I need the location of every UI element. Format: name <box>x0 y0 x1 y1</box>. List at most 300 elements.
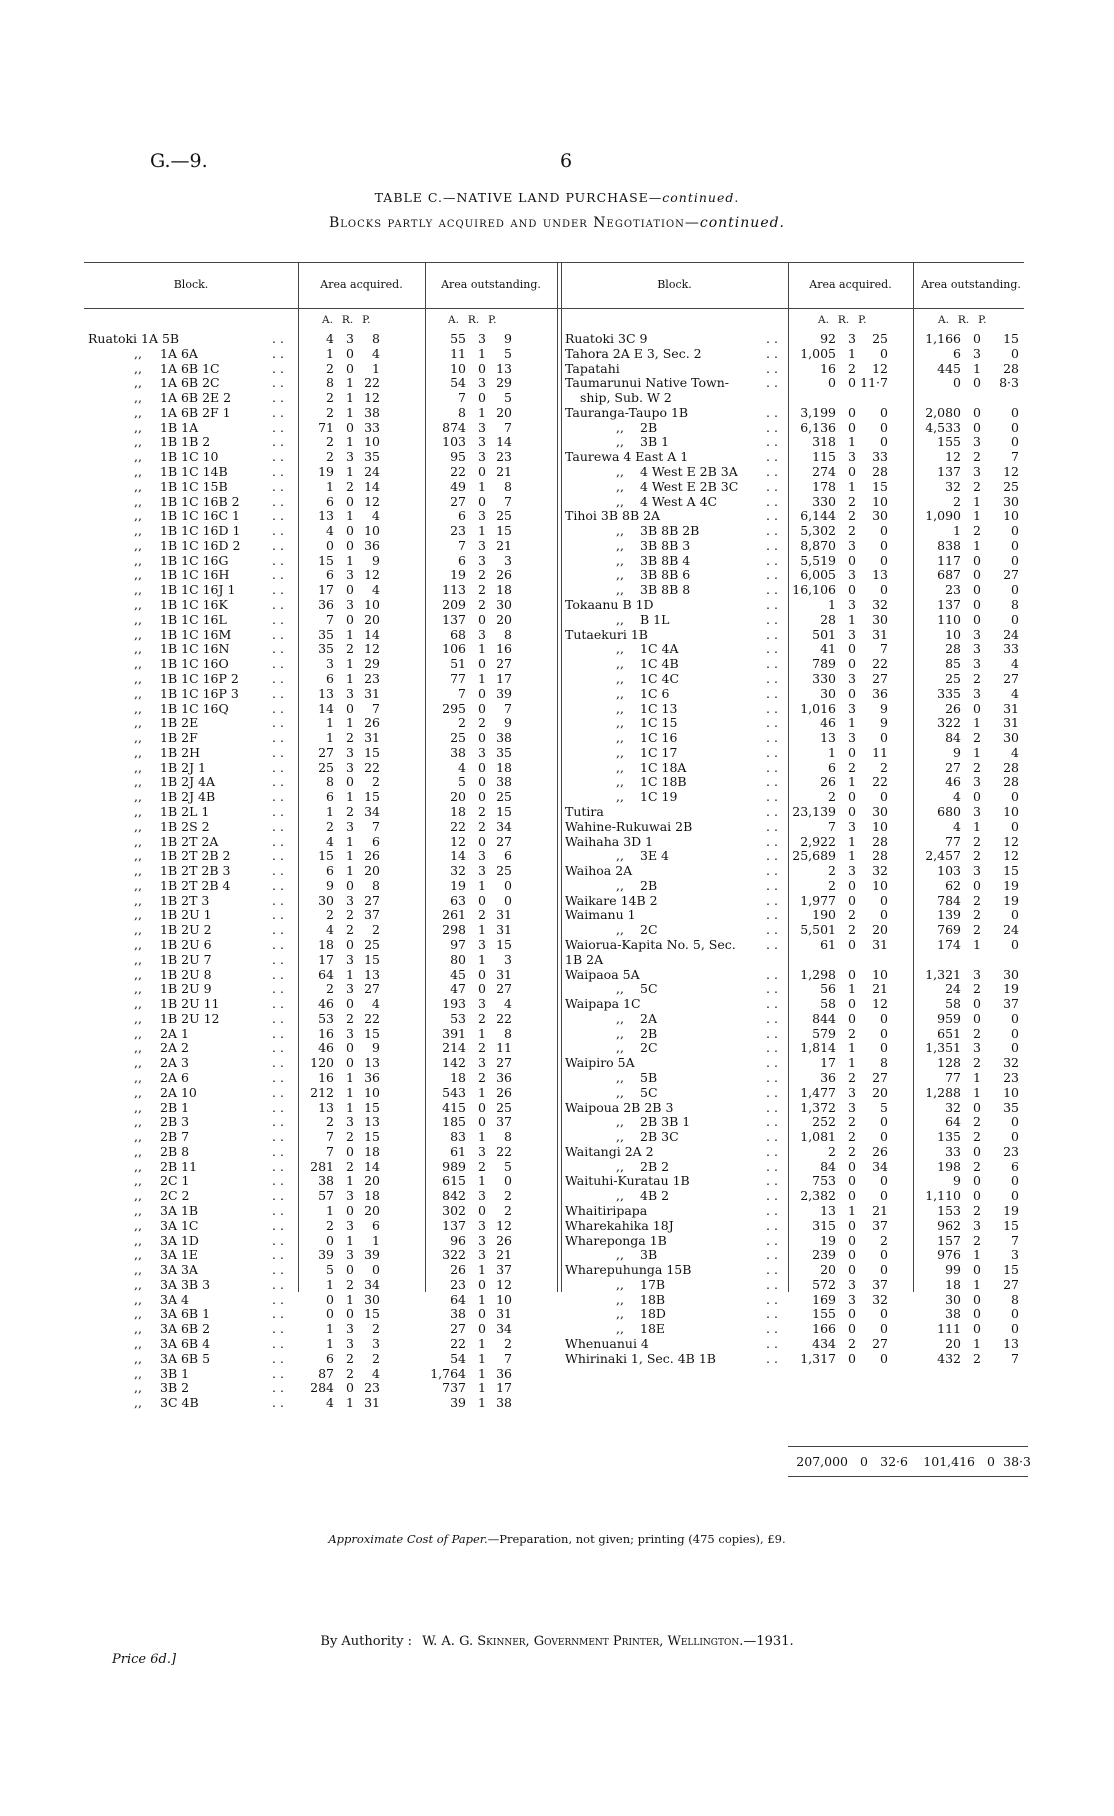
col-divider <box>913 262 914 1292</box>
outstanding-column-header: Area outstanding. <box>921 278 1021 291</box>
area-outstanding-part: 3 <box>478 1232 486 1248</box>
area-outstanding-part: 153 <box>937 1203 961 1219</box>
block-name: Waipapa 1C <box>565 996 641 1012</box>
area-acquired <box>790 597 888 612</box>
area-acquired-part: 1,005 <box>800 345 836 361</box>
block-name: Whenuanui 4 <box>565 1336 649 1352</box>
leader-dots: . . <box>766 789 778 805</box>
area-outstanding-part: 198 <box>937 1158 961 1174</box>
leader-dots: . . <box>272 478 284 494</box>
area-outstanding-part: 0 <box>973 789 981 805</box>
area-acquired-part: 37 <box>872 1217 888 1233</box>
block-name: 1B 2E <box>160 715 199 731</box>
block-name: 3A 1E <box>160 1247 199 1263</box>
area-outstanding-part: 2 <box>973 892 981 908</box>
area-outstanding-part: 3 <box>973 966 981 982</box>
area-acquired-part: 1 <box>326 478 334 494</box>
area-outstanding-part: 0 <box>478 730 486 746</box>
area-acquired-part: 3 <box>848 1291 856 1307</box>
area-acquired-part: 8,870 <box>800 537 836 553</box>
area-acquired-part: 0 <box>880 1188 888 1204</box>
area-outstanding-part: 6 <box>953 345 961 361</box>
area-outstanding <box>428 1395 512 1410</box>
area-outstanding-part: 3 <box>973 774 981 790</box>
area-outstanding <box>915 893 1019 908</box>
ditto-mark: ,, <box>134 1055 142 1071</box>
area-outstanding <box>428 1203 512 1218</box>
area-acquired-part: 166 <box>812 1321 836 1337</box>
area-acquired <box>300 612 380 627</box>
area-outstanding-part: 64 <box>945 1114 961 1130</box>
area-outstanding <box>915 346 1019 361</box>
block-name: 1B 2S 2 <box>160 818 210 834</box>
area-acquired <box>300 449 380 464</box>
area-acquired <box>790 996 888 1011</box>
area-outstanding-part: 15 <box>1003 1217 1019 1233</box>
area-acquired-part: 2 <box>326 390 334 406</box>
area-outstanding-part: 33 <box>1003 641 1019 657</box>
area-outstanding-part: 3 <box>478 537 486 553</box>
area-outstanding-part: 111 <box>937 1321 961 1337</box>
area-acquired-part: 1 <box>326 1321 334 1337</box>
ditto-mark: ,, <box>616 537 624 553</box>
area-outstanding-part: 4 <box>504 996 512 1012</box>
area-outstanding <box>915 1085 1019 1100</box>
col-divider <box>425 262 426 1292</box>
area-acquired-part: 5 <box>880 1099 888 1115</box>
area-outstanding-part: 0 <box>1011 523 1019 539</box>
area-acquired-part: 0 <box>848 1188 856 1204</box>
ditto-mark: ,, <box>616 464 624 480</box>
area-outstanding <box>915 819 1019 834</box>
area-outstanding-part: 174 <box>937 936 961 952</box>
ditto-mark: ,, <box>134 1173 142 1189</box>
area-acquired-part: 20 <box>364 1173 380 1189</box>
area-outstanding-part: 0 <box>1011 1040 1019 1056</box>
area-outstanding-part: 3 <box>478 1143 486 1159</box>
area-acquired-part: 0 <box>346 419 354 435</box>
area-acquired <box>300 1100 380 1115</box>
area-acquired-part: 36 <box>872 685 888 701</box>
area-acquired-part: 4 <box>372 582 380 598</box>
area-outstanding <box>915 420 1019 435</box>
area-acquired-part: 39 <box>318 1247 334 1263</box>
area-acquired-part: 14 <box>364 478 380 494</box>
leader-dots: . . <box>272 1173 284 1189</box>
area-acquired-part: 8 <box>880 1055 888 1071</box>
area-outstanding-part: 2 <box>973 523 981 539</box>
block-name: 1C 4A <box>640 641 679 657</box>
area-outstanding-part: 25 <box>496 508 512 524</box>
area-outstanding <box>428 1277 512 1292</box>
area-acquired-part: 0 <box>346 996 354 1012</box>
leader-dots: . . <box>272 803 284 819</box>
area-outstanding-part: 1 <box>478 345 486 361</box>
area-outstanding <box>915 937 1019 952</box>
area-acquired-part: 0 <box>346 877 354 893</box>
ditto-mark: ,, <box>134 626 142 642</box>
block-name: 1B 2T 3 <box>160 892 210 908</box>
ditto-mark: ,, <box>616 1306 624 1322</box>
block-name: 2A 2 <box>160 1040 189 1056</box>
area-outstanding-part: 0 <box>478 493 486 509</box>
leader-dots: . . <box>766 656 778 672</box>
area-outstanding-part: 39 <box>450 1395 466 1411</box>
ditto-mark: ,, <box>134 434 142 450</box>
ditto-mark: ,, <box>134 1099 142 1115</box>
leader-dots: . . <box>272 523 284 539</box>
block-name: 2A 10 <box>160 1084 197 1100</box>
area-outstanding-part: 45 <box>450 966 466 982</box>
area-acquired-part: 0 <box>346 360 354 376</box>
area-outstanding-part: 2 <box>973 1025 981 1041</box>
area-outstanding-part: 103 <box>442 434 466 450</box>
ditto-mark: ,, <box>616 1158 624 1174</box>
area-outstanding <box>428 346 512 361</box>
area-outstanding-part: 1 <box>973 508 981 524</box>
area-acquired <box>300 375 380 390</box>
area-outstanding-part: 39 <box>496 685 512 701</box>
col-divider <box>561 262 562 1292</box>
leader-dots: . . <box>766 1262 778 1278</box>
area-outstanding-part: 3 <box>973 434 981 450</box>
area-outstanding-part: 54 <box>450 375 466 391</box>
area-outstanding-part: 30 <box>945 1291 961 1307</box>
area-outstanding-part: 651 <box>937 1025 961 1041</box>
area-acquired <box>790 893 888 908</box>
area-acquired <box>300 1395 380 1410</box>
area-acquired-part: 6,144 <box>800 508 836 524</box>
area-acquired-part: 36 <box>820 1070 836 1085</box>
area-outstanding <box>428 922 512 937</box>
ditto-mark: ,, <box>616 419 624 435</box>
leader-dots: . . <box>272 685 284 701</box>
area-outstanding-part: 0 <box>973 996 981 1012</box>
area-acquired <box>300 494 380 509</box>
area-acquired-part: 0 <box>848 803 856 819</box>
area-outstanding-part: 0 <box>1011 1321 1019 1337</box>
area-outstanding-part: 2 <box>478 567 486 583</box>
area-acquired <box>790 1292 888 1307</box>
area-outstanding-part: 24 <box>1003 626 1019 642</box>
area-acquired-part: 37 <box>872 1276 888 1292</box>
area-acquired-part: 1 <box>828 597 836 613</box>
area-acquired-part: 1 <box>346 670 354 686</box>
area-acquired-part: 57 <box>318 1188 334 1204</box>
area-outstanding-part: 1 <box>478 478 486 494</box>
area-outstanding <box>915 1026 1019 1041</box>
area-acquired <box>790 1203 888 1218</box>
ditto-mark: ,, <box>134 375 142 391</box>
leader-dots: . . <box>272 375 284 391</box>
area-outstanding <box>915 1100 1019 1115</box>
area-outstanding-part: 0 <box>1011 345 1019 361</box>
leader-dots: . . <box>272 1070 284 1085</box>
block-name: 17B <box>640 1276 666 1292</box>
leader-dots: . . <box>766 833 778 849</box>
area-acquired-part: 35 <box>318 641 334 657</box>
area-acquired-part: 13 <box>872 567 888 583</box>
area-outstanding-part: 12 <box>1003 848 1019 864</box>
area-acquired-part: 1 <box>346 1395 354 1411</box>
area-outstanding-part: 0 <box>478 360 486 376</box>
area-acquired-part: 3 <box>848 1084 856 1100</box>
leader-dots: . . <box>766 567 778 583</box>
ditto-mark: ,, <box>616 1321 624 1337</box>
area-acquired-part: 25 <box>872 331 888 346</box>
area-outstanding <box>428 967 512 982</box>
area-acquired-part: 1 <box>326 345 334 361</box>
area-outstanding <box>428 361 512 376</box>
area-acquired-part: 2 <box>848 523 856 539</box>
area-outstanding-part: 0 <box>1011 552 1019 568</box>
area-outstanding-part: 0 <box>1011 537 1019 553</box>
area-acquired <box>300 996 380 1011</box>
area-acquired-part: 4 <box>372 1365 380 1381</box>
area-outstanding-part: 1 <box>478 1173 486 1189</box>
block-name: Tutira <box>565 803 604 819</box>
leader-dots: . . <box>272 1055 284 1071</box>
leader-dots: . . <box>766 360 778 376</box>
ditto-mark: ,, <box>134 404 142 420</box>
leader-dots: . . <box>766 1336 778 1352</box>
area-acquired-part: 0 <box>346 1055 354 1071</box>
ditto-mark: ,, <box>134 1203 142 1219</box>
leader-dots: . . <box>766 493 778 509</box>
area-acquired-part: 0 <box>848 464 856 480</box>
block-name: 3A 1B <box>160 1203 199 1219</box>
ditto-mark: ,, <box>134 892 142 908</box>
area-acquired <box>790 730 888 745</box>
area-outstanding-part: 19 <box>1003 877 1019 893</box>
block-name: Ruatoki 1A 5B <box>88 331 180 346</box>
area-outstanding <box>915 1055 1019 1070</box>
area-acquired-part: 0 <box>346 582 354 598</box>
block-name: 3A 6B 4 <box>160 1336 211 1352</box>
block-name: 1B 1C 10 <box>160 449 219 465</box>
area-outstanding-part: 0 <box>1011 1188 1019 1204</box>
area-acquired-part: 38 <box>318 1173 334 1189</box>
area-acquired-part: 1 <box>346 1232 354 1248</box>
area-acquired-part: 18 <box>364 1188 380 1204</box>
block-name: 1B 1C 14B <box>160 464 228 480</box>
area-outstanding-part: 2 <box>973 1129 981 1145</box>
area-acquired-part: 2 <box>848 1025 856 1041</box>
area-acquired <box>790 1040 888 1055</box>
block-name: Waikare 14B 2 <box>565 892 658 908</box>
area-outstanding-part: 0 <box>973 1321 981 1337</box>
block-name: Waituhi-Kuratau 1B <box>565 1173 690 1189</box>
area-outstanding-part: 295 <box>442 700 466 716</box>
area-outstanding <box>915 1277 1019 1292</box>
block-name: 5B <box>640 1070 658 1085</box>
area-outstanding <box>428 1351 512 1366</box>
area-outstanding-part: 2 <box>973 1203 981 1219</box>
area-acquired-part: 0 <box>848 892 856 908</box>
area-acquired-part: 0 <box>848 656 856 672</box>
ditto-mark: ,, <box>616 1276 624 1292</box>
ditto-mark: ,, <box>134 1084 142 1100</box>
area-outstanding <box>915 464 1019 479</box>
area-outstanding <box>915 1173 1019 1188</box>
area-outstanding-part: 3 <box>478 1055 486 1071</box>
area-acquired-part: 33 <box>364 419 380 435</box>
area-outstanding-part: 12 <box>1003 833 1019 849</box>
area-acquired-part: 16 <box>820 360 836 376</box>
area-outstanding-part: 15 <box>496 523 512 539</box>
leader-dots: . . <box>272 1306 284 1322</box>
area-acquired <box>790 449 888 464</box>
area-acquired-part: 15 <box>318 552 334 568</box>
leader-dots: . . <box>766 611 778 627</box>
block-name: 3C 4B <box>160 1395 199 1411</box>
area-outstanding-part: 10 <box>496 1291 512 1307</box>
area-outstanding-part: 22 <box>450 818 466 834</box>
area-acquired <box>790 848 888 863</box>
ditto-mark: ,, <box>616 582 624 598</box>
area-outstanding-part: 0 <box>478 1099 486 1115</box>
area-outstanding-part: 3 <box>478 1217 486 1233</box>
leader-dots: . . <box>272 1321 284 1337</box>
area-outstanding-part: 9 <box>504 331 512 346</box>
area-outstanding-part: 1 <box>478 922 486 938</box>
area-outstanding <box>915 494 1019 509</box>
leader-dots: . . <box>272 611 284 627</box>
area-acquired-part: 28 <box>872 833 888 849</box>
area-acquired-part: 2 <box>346 1365 354 1381</box>
area-acquired <box>300 361 380 376</box>
ditto-mark: ,, <box>134 478 142 494</box>
area-acquired <box>790 760 888 775</box>
area-acquired-part: 0 <box>848 996 856 1012</box>
area-acquired-part: 18 <box>364 1143 380 1159</box>
leader-dots: . . <box>272 936 284 952</box>
area-outstanding-part: 10 <box>945 626 961 642</box>
area-acquired-part: 4 <box>326 833 334 849</box>
area-acquired-part: 2 <box>326 449 334 465</box>
area-outstanding-part: 4,533 <box>925 419 961 435</box>
area-outstanding-part: 0 <box>504 1173 512 1189</box>
area-acquired <box>790 1173 888 1188</box>
area-outstanding <box>915 834 1019 849</box>
area-outstanding <box>428 701 512 716</box>
leader-dots: . . <box>272 434 284 450</box>
area-outstanding-part: 2 <box>973 1055 981 1071</box>
area-outstanding-part: 0 <box>478 1321 486 1337</box>
area-acquired-part: 2 <box>326 981 334 997</box>
area-acquired-part: 2 <box>346 1276 354 1292</box>
block-column-header: Block. <box>657 278 692 291</box>
area-outstanding-part: 391 <box>442 1025 466 1041</box>
table-title <box>0 190 1114 205</box>
area-acquired-part: 7 <box>828 818 836 834</box>
leader-dots: . . <box>272 464 284 480</box>
outstanding-column-header: Area outstanding. <box>441 278 541 291</box>
area-outstanding-part: 85 <box>945 656 961 672</box>
area-acquired-part: 12 <box>364 493 380 509</box>
area-outstanding-part: 4 <box>953 789 961 805</box>
leader-dots: . . <box>272 1010 284 1026</box>
leader-dots: . . <box>272 582 284 598</box>
area-acquired <box>790 804 888 819</box>
area-acquired-part: 39 <box>364 1247 380 1263</box>
block-name: 3A 6B 2 <box>160 1321 211 1337</box>
area-outstanding-part: 322 <box>937 715 961 731</box>
area-outstanding-part: 0 <box>1011 419 1019 435</box>
area-outstanding <box>428 494 512 509</box>
block-name: 2A <box>640 1010 657 1026</box>
area-outstanding <box>428 567 512 582</box>
area-outstanding-part: 64 <box>450 1291 466 1307</box>
area-outstanding-part: 135 <box>937 1129 961 1145</box>
area-outstanding <box>428 1100 512 1115</box>
area-outstanding-part: 3 <box>478 552 486 568</box>
leader-dots: . . <box>272 597 284 613</box>
area-acquired-part: 0 <box>848 1010 856 1026</box>
area-outstanding <box>428 937 512 952</box>
area-acquired-part: 2 <box>346 1010 354 1026</box>
area-acquired-part: 3 <box>346 981 354 997</box>
area-acquired-part: 13 <box>364 966 380 982</box>
area-outstanding-part: 0 <box>1011 936 1019 952</box>
area-acquired-part: 2 <box>828 1143 836 1159</box>
area-outstanding-part: 3 <box>478 626 486 642</box>
area-outstanding-part: 3 <box>973 803 981 819</box>
area-outstanding-part: 1 <box>478 1129 486 1145</box>
leader-dots: . . <box>766 523 778 539</box>
area-acquired-part: 15 <box>364 951 380 967</box>
area-acquired-part: 27 <box>364 981 380 997</box>
area-outstanding-part: 26 <box>496 1084 512 1100</box>
leader-dots: . . <box>272 1262 284 1278</box>
ditto-mark: ,, <box>134 1010 142 1026</box>
area-outstanding-part: 0 <box>1011 1114 1019 1130</box>
area-acquired-part: 0 <box>880 1114 888 1130</box>
area-outstanding <box>915 405 1019 420</box>
area-outstanding-part: 117 <box>937 552 961 568</box>
block-name: 3B 8B 2B <box>640 523 700 539</box>
ditto-mark: ,, <box>616 715 624 731</box>
ditto-mark: ,, <box>616 1070 624 1085</box>
area-acquired-part: 9 <box>372 552 380 568</box>
area-acquired-part: 2 <box>346 478 354 494</box>
area-acquired <box>300 804 380 819</box>
area-outstanding-part: 14 <box>496 434 512 450</box>
table-title-text: TABLE C.—NATIVE LAND PURCHASE— <box>374 190 663 205</box>
area-outstanding-part: 7 <box>458 390 466 406</box>
leader-dots: . . <box>766 818 778 834</box>
area-outstanding <box>915 508 1019 523</box>
area-outstanding <box>428 1026 512 1041</box>
area-acquired-part: 0 <box>346 1143 354 1159</box>
table-header-rule <box>84 308 1024 309</box>
area-acquired-part: 27 <box>318 744 334 760</box>
area-acquired <box>790 1129 888 1144</box>
area-outstanding-part: 20 <box>945 1336 961 1352</box>
total-acquired-part: 207,000 <box>796 1454 848 1469</box>
area-outstanding-part: 128 <box>937 1055 961 1071</box>
block-name-continued: 1B 2A <box>565 951 604 967</box>
area-acquired-part: 9 <box>326 877 334 893</box>
area-outstanding-part: 8 <box>504 1025 512 1041</box>
totals-top-rule <box>788 1446 1028 1447</box>
area-outstanding-part: 106 <box>442 641 466 657</box>
area-outstanding-part: 2 <box>478 907 486 923</box>
leader-dots: . . <box>272 1203 284 1219</box>
area-acquired-part: 2 <box>372 774 380 790</box>
area-acquired <box>300 848 380 863</box>
ditto-mark: ,, <box>134 345 142 361</box>
